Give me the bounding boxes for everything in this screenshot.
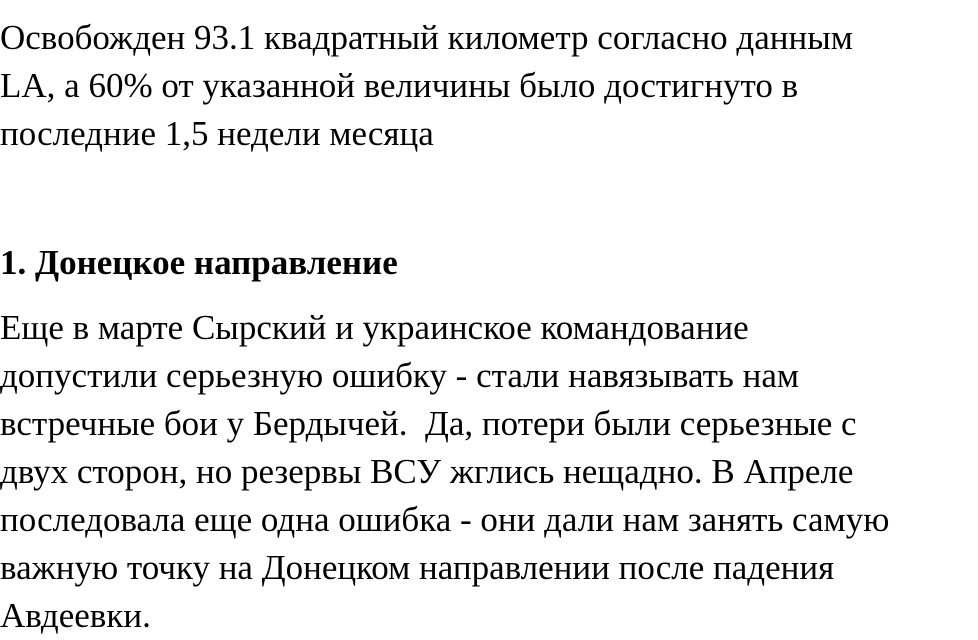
section-line: двух сторон, но резервы ВСУ жглись нещадно. В Апреле	[0, 452, 854, 491]
section-line: последовала еще одна ошибка - они дали нам занять самую	[0, 500, 890, 539]
section-heading: 1. Донецкое направление	[0, 243, 398, 282]
intro-line: LA, а 60% от указанной величины было достигнуто в	[0, 66, 799, 105]
section-line: Авдеевки.	[0, 596, 151, 635]
section-line: допустили серьезную ошибку - стали навязывать нам	[0, 356, 800, 395]
section-line: Еще в марте Сырский и украинское командование	[0, 308, 749, 347]
intro-line: последние 1,5 недели месяца	[0, 114, 434, 153]
section-line: встречные бои у Бердычей. Да, потери были серьезные с	[0, 404, 857, 443]
section-line: важную точку на Донецком направлении после падения	[0, 548, 835, 587]
intro-line: Освобожден 93.1 квадратный километр согласно данным	[0, 18, 853, 57]
